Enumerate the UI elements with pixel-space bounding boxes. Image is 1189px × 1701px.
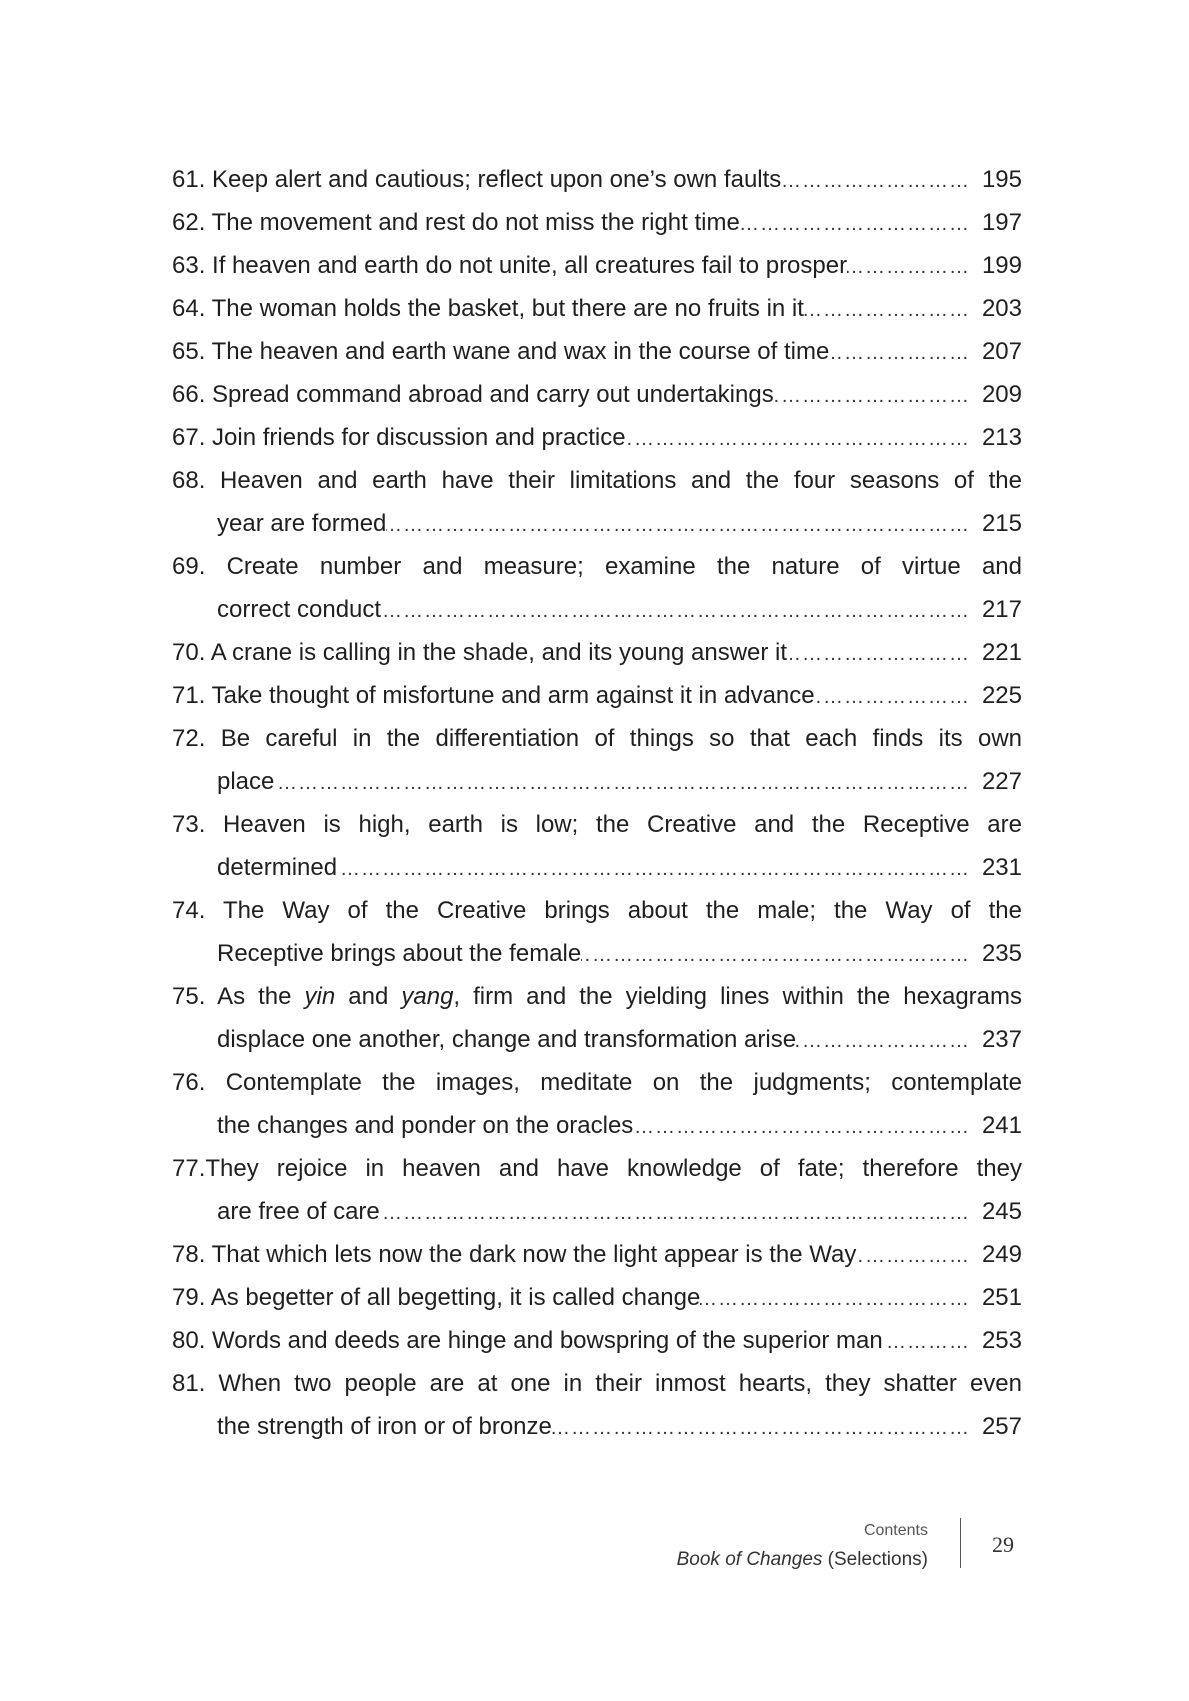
toc-page-number: 237 <box>981 1026 1022 1053</box>
toc-entry-line <box>172 158 1022 201</box>
footer-page-number: 29 <box>992 1532 1014 1557</box>
toc-entry-line <box>172 416 1022 459</box>
toc-entry-line <box>172 1362 1022 1405</box>
toc-page-number: 245 <box>981 1198 1022 1225</box>
toc-entry-line <box>172 244 1022 287</box>
toc-leader-dots <box>804 289 976 330</box>
toc-page-number: 197 <box>981 209 1022 236</box>
toc-entry-line <box>172 588 1022 631</box>
toc-entry <box>172 1319 1022 1362</box>
toc-entry-line <box>172 201 1022 244</box>
toc-entry-line <box>172 373 1022 416</box>
toc-leader-dots <box>883 1321 976 1362</box>
toc-entry-title: 79. As begetter of all begetting, it is called change <box>172 1284 701 1311</box>
toc-leader-dots <box>829 332 976 373</box>
toc-leader-dots <box>774 375 976 416</box>
toc-entry-line <box>172 502 1022 545</box>
toc-leader-dots <box>815 676 976 717</box>
toc-entry-title: 64. The woman holds the basket, but there are no fruits in it <box>172 295 804 322</box>
toc-entry-title: 76. Contemplate the images, meditate on the judgments; contemplate <box>172 1069 1022 1096</box>
toc-entry <box>172 717 1022 803</box>
toc-entry-title: are free of care <box>217 1198 380 1225</box>
toc-leader-dots <box>626 418 976 459</box>
toc-entry-title: 63. If heaven and earth do not unite, all creatures fail to prosper <box>172 252 848 279</box>
toc-entry-line <box>172 459 1022 502</box>
toc-entry-title: Receptive brings about the female <box>217 940 582 967</box>
toc-entry-title: place <box>217 768 275 795</box>
toc-entry-line <box>172 287 1022 330</box>
toc-leader-dots <box>274 762 976 803</box>
toc-page-number: 195 <box>981 166 1022 193</box>
toc-entry-line <box>172 1276 1022 1319</box>
toc-entry-title: the changes and ponder on the oracles <box>217 1112 634 1139</box>
toc-entry <box>172 803 1022 889</box>
toc-leader-dots <box>787 633 976 674</box>
toc-leader-dots <box>781 160 976 201</box>
toc-entry-title: 71. Take thought of misfortune and arm against it in advance <box>172 682 815 709</box>
footer-book-title <box>677 1549 928 1571</box>
toc-entry <box>172 244 1022 287</box>
toc-entry-line <box>172 717 1022 760</box>
toc-leader-dots <box>581 934 976 975</box>
toc-page-number: 225 <box>981 682 1022 709</box>
toc-page-number: 235 <box>981 940 1022 967</box>
toc-entry-line <box>172 674 1022 717</box>
toc-page-number: 253 <box>981 1327 1022 1354</box>
toc-page-number: 199 <box>981 252 1022 279</box>
toc-entry-line <box>172 889 1022 932</box>
toc-entry <box>172 1147 1022 1233</box>
toc-entry-title: 72. Be careful in the differentiation of things so that each finds its own <box>172 725 1022 752</box>
toc-page-number: 207 <box>981 338 1022 365</box>
toc-page-number: 221 <box>981 639 1022 666</box>
toc-entry-line <box>172 1147 1022 1190</box>
toc-entry <box>172 889 1022 975</box>
toc-entry-line <box>172 1104 1022 1147</box>
toc-page-number: 215 <box>981 510 1022 537</box>
toc-entry-line <box>172 932 1022 975</box>
toc-entry-title: correct conduct <box>217 596 382 623</box>
toc-entry-title: 77.They rejoice in heaven and have knowledge of fate; therefore they <box>172 1155 1022 1182</box>
toc-leader-dots <box>380 1192 976 1233</box>
footer-section-label: Contents <box>863 1522 928 1539</box>
toc-entry <box>172 1233 1022 1276</box>
toc-page-number: 209 <box>981 381 1022 408</box>
toc-page-number: 203 <box>981 295 1022 322</box>
table-of-contents <box>172 158 1022 1448</box>
toc-page-number: 217 <box>981 596 1022 623</box>
toc-entry-title: 69. Create number and measure; examine the nature of virtue and <box>172 553 1022 580</box>
toc-entry-title: determined <box>217 854 338 881</box>
toc-entry <box>172 330 1022 373</box>
toc-entry <box>172 975 1022 1061</box>
toc-leader-dots <box>847 246 976 287</box>
toc-entry-title: 67. Join friends for discussion and practice <box>172 424 626 451</box>
footer-divider <box>960 1518 961 1568</box>
toc-leader-dots <box>633 1106 976 1147</box>
toc-entry-title: 78. That which lets now the dark now the light appear is the Way <box>172 1241 857 1268</box>
toc-entry-line <box>172 1233 1022 1276</box>
footer-book-title-italic: Book of Changes <box>676 1549 823 1570</box>
toc-entry-title: year are formed <box>217 510 387 537</box>
toc-entry-title: 81. When two people are at one in their inmost hearts, they shatter even <box>172 1370 1022 1397</box>
toc-entry-line <box>172 1018 1022 1061</box>
footer-book-subtitle: (Selections) <box>827 1549 928 1570</box>
toc-entry <box>172 1061 1022 1147</box>
toc-entry-title: 73. Heaven is high, earth is low; the Creative and the Receptive are <box>172 811 1022 838</box>
toc-leader-dots <box>386 504 976 545</box>
toc-page-number: 231 <box>981 854 1022 881</box>
toc-entry-line <box>172 1405 1022 1448</box>
toc-entry-line <box>172 846 1022 889</box>
toc-page-number: 249 <box>981 1241 1022 1268</box>
toc-entry-line <box>172 330 1022 373</box>
toc-entry <box>172 545 1022 631</box>
toc-entry-title: the strength of iron or of bronze <box>217 1413 552 1440</box>
toc-leader-dots <box>337 848 976 889</box>
toc-leader-dots <box>856 1235 976 1276</box>
toc-page-number: 227 <box>981 768 1022 795</box>
toc-entry-title: 66. Spread command abroad and carry out undertakings <box>172 381 774 408</box>
toc-entry-title: 70. A crane is calling in the shade, and its young answer it <box>172 639 788 666</box>
toc-entry-title: 61. Keep alert and cautious; reflect upon one’s own faults <box>172 166 782 193</box>
toc-entry-line <box>172 631 1022 674</box>
toc-entry <box>172 416 1022 459</box>
toc-leader-dots <box>381 590 976 631</box>
toc-entry <box>172 674 1022 717</box>
toc-entry-title: 74. The Way of the Creative brings about the male; the Way of the <box>172 897 1022 924</box>
toc-entry-title: 80. Words and deeds are hinge and bowspring of the superior man <box>172 1327 883 1354</box>
toc-entry <box>172 287 1022 330</box>
toc-page-number: 251 <box>981 1284 1022 1311</box>
toc-entry-line <box>172 803 1022 846</box>
toc-entry-title: 65. The heaven and earth wane and wax in the course of time <box>172 338 830 365</box>
toc-entry-line <box>172 1061 1022 1104</box>
toc-entry <box>172 158 1022 201</box>
toc-page-number: 241 <box>981 1112 1022 1139</box>
toc-entry-line <box>172 545 1022 588</box>
toc-leader-dots <box>700 1278 976 1319</box>
toc-entry <box>172 631 1022 674</box>
toc-entry-title: 68. Heaven and earth have their limitations and the four seasons of the <box>172 467 1022 494</box>
toc-entry <box>172 373 1022 416</box>
page-footer <box>0 1512 1189 1582</box>
toc-leader-dots <box>796 1020 976 1061</box>
toc-entry <box>172 201 1022 244</box>
toc-entry <box>172 1362 1022 1448</box>
toc-entry-title: displace one another, change and transformation arise <box>217 1026 797 1053</box>
toc-entry-line <box>172 1319 1022 1362</box>
toc-entry <box>172 459 1022 545</box>
toc-entry-title: 75. As the yin and yang, firm and the yielding lines within the hexagrams <box>172 983 1022 1010</box>
toc-entry-line <box>172 975 1022 1018</box>
toc-entry-line <box>172 1190 1022 1233</box>
toc-entry-line <box>172 760 1022 803</box>
toc-leader-dots <box>740 203 976 244</box>
toc-entry-title: 62. The movement and rest do not miss the right time <box>172 209 740 236</box>
toc-leader-dots <box>552 1407 976 1448</box>
toc-page-number: 213 <box>981 424 1022 451</box>
toc-page-number: 257 <box>981 1413 1022 1440</box>
toc-entry <box>172 1276 1022 1319</box>
